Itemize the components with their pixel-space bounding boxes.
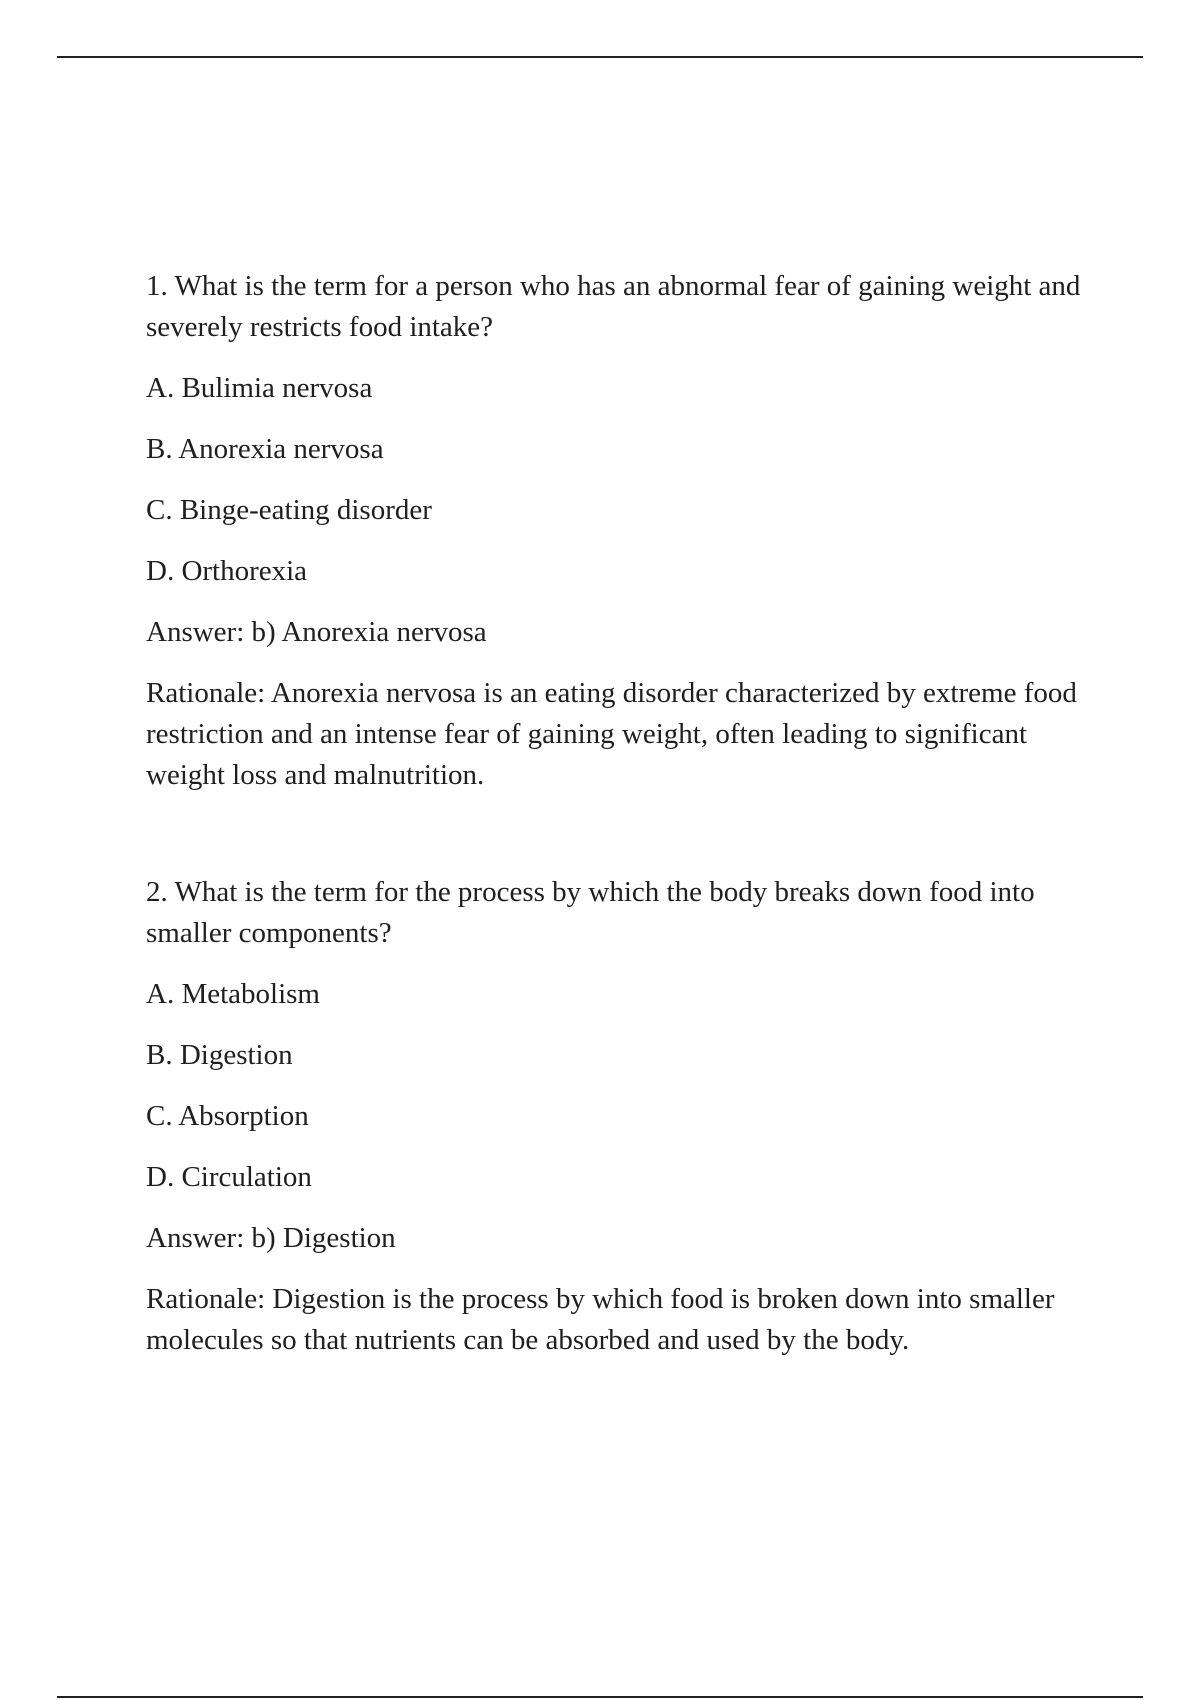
option-b: B. Digestion: [146, 1039, 293, 1071]
question-text: 2. What is the term for the process by which the body breaks down food into smaller components?: [146, 876, 1035, 949]
question-2: [146, 872, 1086, 1361]
footer-rule: [57, 1696, 1143, 1698]
answer: Answer: b) Anorexia nervosa: [146, 616, 487, 648]
option-b: B. Anorexia nervosa: [146, 433, 384, 465]
option-c: C. Absorption: [146, 1100, 309, 1132]
answer: Answer: b) Digestion: [146, 1222, 396, 1254]
option-a: A. Bulimia nervosa: [146, 372, 373, 404]
option-c: C. Binge-eating disorder: [146, 494, 432, 526]
rationale: Rationale: Digestion is the process by which food is broken down into smaller molecules so that nutrients can be absorbed and used by the body.: [146, 1283, 1055, 1356]
question-1: [146, 266, 1086, 796]
question-text: 1. What is the term for a person who has an abnormal fear of gaining weight and severely restricts food intake?: [146, 270, 1081, 343]
option-a: A. Metabolism: [146, 978, 320, 1010]
option-d: D. Orthorexia: [146, 555, 308, 587]
rationale: Rationale: Anorexia nervosa is an eating disorder characterized by extreme food restriction and an intense fear of gaining weight, often leading to significant weight loss and malnutrition.: [146, 677, 1077, 791]
document-body: [146, 266, 1086, 1361]
header-rule: [57, 56, 1143, 58]
option-d: D. Circulation: [146, 1161, 312, 1193]
